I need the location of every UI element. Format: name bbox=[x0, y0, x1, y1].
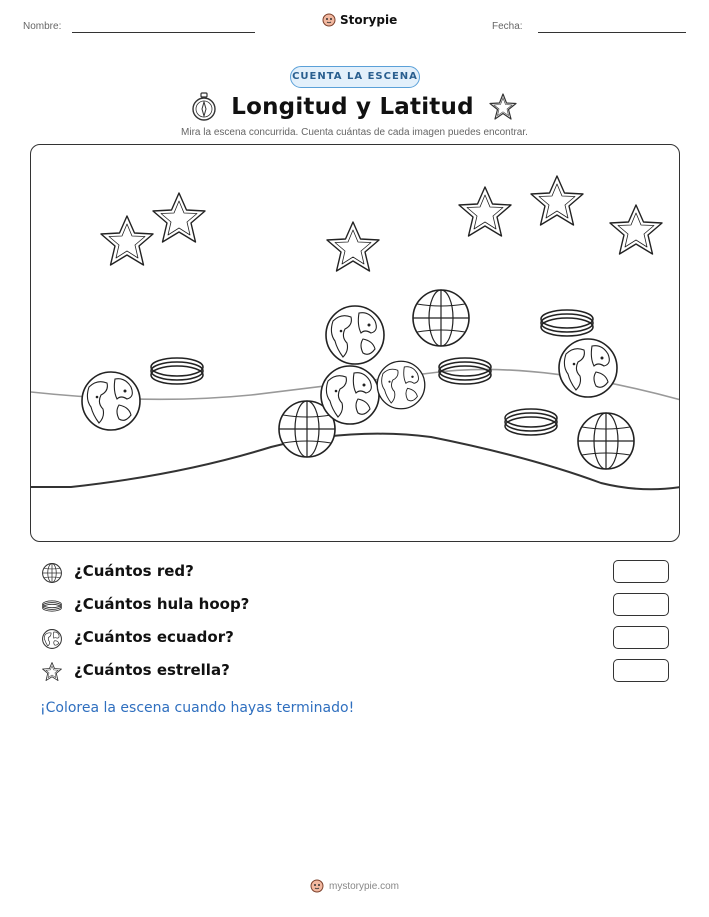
coloring-instruction: ¡Colorea la escena cuando hayas terminado! bbox=[40, 700, 355, 716]
star-4 bbox=[459, 187, 511, 236]
question-label: ¿Cuántos ecuador? bbox=[74, 628, 234, 646]
question-label: ¿Cuántos red? bbox=[74, 562, 194, 580]
star-1 bbox=[101, 216, 153, 265]
hula-hoop-icon bbox=[40, 594, 64, 618]
hula-hoop-4 bbox=[505, 409, 557, 435]
earth-icon bbox=[40, 627, 64, 651]
date-field[interactable] bbox=[538, 32, 686, 33]
name-field[interactable] bbox=[72, 32, 255, 33]
star-icon bbox=[40, 660, 64, 684]
question-label: ¿Cuántos estrella? bbox=[74, 661, 230, 679]
grid-globe-1 bbox=[413, 290, 469, 346]
instructions: Mira la escena concurrida. Cuenta cuántas de cada imagen puedes encontrar. bbox=[181, 127, 528, 138]
question-estrella bbox=[40, 659, 670, 685]
answer-box-hula-hoop[interactable] bbox=[613, 593, 669, 616]
globe-grid-icon bbox=[40, 561, 64, 585]
earth-2 bbox=[326, 306, 384, 364]
hula-hoop-3 bbox=[541, 310, 593, 336]
grid-globe-3 bbox=[578, 413, 634, 469]
earth-3 bbox=[321, 366, 379, 424]
name-label: Nombre: bbox=[23, 21, 62, 32]
hula-hoop-1 bbox=[151, 358, 203, 384]
earth-4 bbox=[377, 361, 425, 409]
answer-box-ecuador[interactable] bbox=[613, 626, 669, 649]
question-red bbox=[40, 560, 670, 586]
scene-illustration bbox=[31, 145, 680, 542]
search-scene bbox=[30, 144, 680, 542]
page-title: Longitud y Latitud bbox=[231, 94, 474, 120]
brand-logo bbox=[322, 13, 397, 27]
star-icon bbox=[488, 92, 518, 122]
question-label: ¿Cuántos hula hoop? bbox=[74, 595, 250, 613]
answer-box-red[interactable] bbox=[613, 560, 669, 583]
star-2 bbox=[153, 193, 205, 242]
star-3 bbox=[327, 222, 379, 271]
brand-name: Storypie bbox=[340, 13, 398, 27]
date-label: Fecha: bbox=[492, 21, 523, 32]
answer-box-estrella[interactable] bbox=[613, 659, 669, 682]
title-row bbox=[0, 92, 709, 122]
star-5 bbox=[531, 176, 583, 225]
activity-badge: CUENTA LA ESCENA bbox=[290, 66, 420, 88]
footer-url[interactable]: mystorypie.com bbox=[328, 880, 399, 892]
question-hula-hoop bbox=[40, 593, 670, 619]
star-6 bbox=[610, 205, 662, 254]
storypie-mascot-icon bbox=[322, 13, 336, 27]
earth-5 bbox=[559, 339, 617, 397]
storypie-mascot-icon bbox=[310, 879, 324, 893]
footer bbox=[0, 879, 709, 893]
compass-icon bbox=[191, 92, 217, 122]
question-ecuador bbox=[40, 626, 670, 652]
earth-1 bbox=[82, 372, 140, 430]
